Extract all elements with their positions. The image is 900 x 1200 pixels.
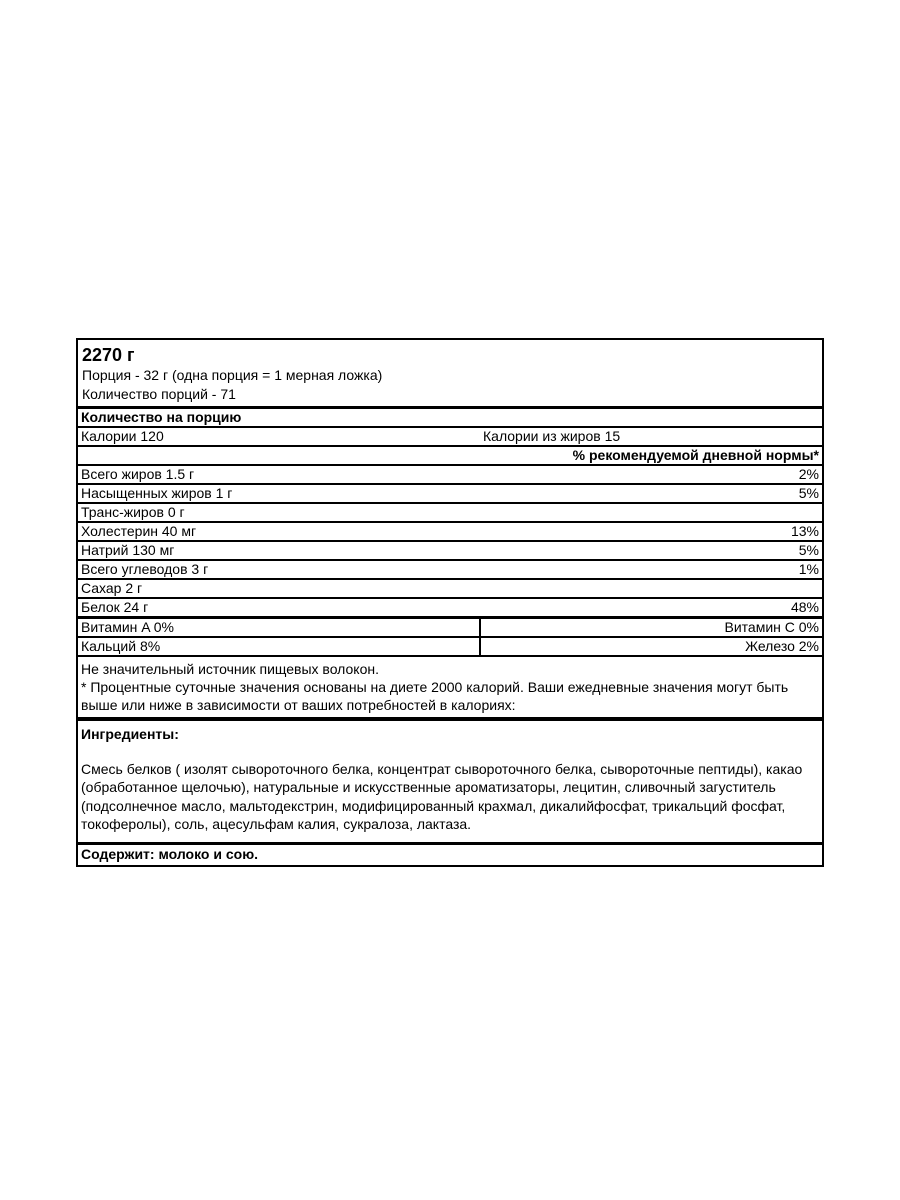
ingredients-section bbox=[78, 721, 822, 845]
nutrient-dv: 2% bbox=[798, 466, 819, 482]
ingredients-title: Ингредиенты: bbox=[81, 726, 179, 742]
daily-value-header bbox=[78, 447, 822, 466]
allergen-statement: Содержит: молоко и сою. bbox=[81, 845, 259, 862]
nutrient-label: Сахар 2 г bbox=[81, 580, 143, 596]
amount-per-serving-label: Количество на порцию bbox=[81, 409, 242, 425]
notes-section bbox=[78, 657, 822, 721]
vitamin-left: Витамин A 0% bbox=[78, 619, 481, 636]
servings-count: Количество порций - 71 bbox=[82, 386, 236, 402]
vitamin-row bbox=[78, 638, 822, 657]
fiber-note: Не значительный источник пищевых волокон. bbox=[81, 661, 379, 677]
nutrient-row bbox=[78, 466, 822, 485]
nutrition-label bbox=[76, 338, 824, 867]
nutrient-label: Натрий 130 мг bbox=[81, 542, 175, 558]
vitamin-row bbox=[78, 619, 822, 638]
label-header bbox=[78, 340, 822, 409]
nutrient-dv: 5% bbox=[798, 485, 819, 501]
nutrient-row bbox=[78, 523, 822, 542]
nutrient-dv: 5% bbox=[798, 542, 819, 558]
nutrient-label: Всего углеводов 3 г bbox=[81, 561, 209, 577]
nutrient-dv: 1% bbox=[798, 561, 819, 577]
vitamins-table bbox=[78, 619, 822, 657]
nutrient-row bbox=[78, 504, 822, 523]
calories-label: Калории 120 bbox=[81, 428, 164, 444]
nutrient-label: Холестерин 40 мг bbox=[81, 523, 197, 539]
nutrient-label: Белок 24 г bbox=[81, 599, 149, 615]
vitamin-right: Витамин C 0% bbox=[724, 619, 819, 635]
serving-size: Порция - 32 г (одна порция = 1 мерная ложка) bbox=[82, 367, 383, 383]
daily-value-header-label: % рекомендуемой дневной нормы* bbox=[572, 447, 819, 463]
calories-row bbox=[78, 428, 822, 447]
daily-value-footnote: * Процентные суточные значения основаны на диете 2000 калорий. Ваши ежедневные значения могут быть выше или ниже в зависимости от ваших потребностей в калориях: bbox=[81, 679, 789, 713]
vitamin-left: Кальций 8% bbox=[78, 638, 481, 655]
nutrient-dv: 48% bbox=[790, 599, 819, 615]
ingredients-text: Смесь белков ( изолят сывороточного белка, концентрат сывороточного белка, сывороточные пептиды), какао (обработанное щелочью), натуральные и искусственные ароматизаторы, лецитин, сливочный загуститель (подсолнечное масло, мальтодекстрин, модифицированный крахмал, дикалийфосфат, трикальций фосфат, токоферолы), соль, ацесульфам калия, сукралоза, лактаза. bbox=[81, 760, 803, 832]
nutrient-label: Транс-жиров 0 г bbox=[81, 504, 185, 520]
nutrient-row bbox=[78, 580, 822, 599]
amount-per-serving bbox=[78, 409, 822, 428]
nutrient-row bbox=[78, 542, 822, 561]
nutrient-label: Всего жиров 1.5 г bbox=[81, 466, 195, 482]
nutrient-row bbox=[78, 561, 822, 580]
nutrient-row bbox=[78, 485, 822, 504]
nutrient-row bbox=[78, 599, 822, 619]
vitamin-right: Железо 2% bbox=[745, 638, 819, 654]
net-weight: 2270 г bbox=[82, 345, 135, 365]
nutrient-label: Насыщенных жиров 1 г bbox=[81, 485, 233, 501]
calories-from-fat: Калории из жиров 15 bbox=[483, 428, 621, 444]
nutrient-dv: 13% bbox=[790, 523, 819, 539]
nutrients-list bbox=[78, 466, 822, 619]
